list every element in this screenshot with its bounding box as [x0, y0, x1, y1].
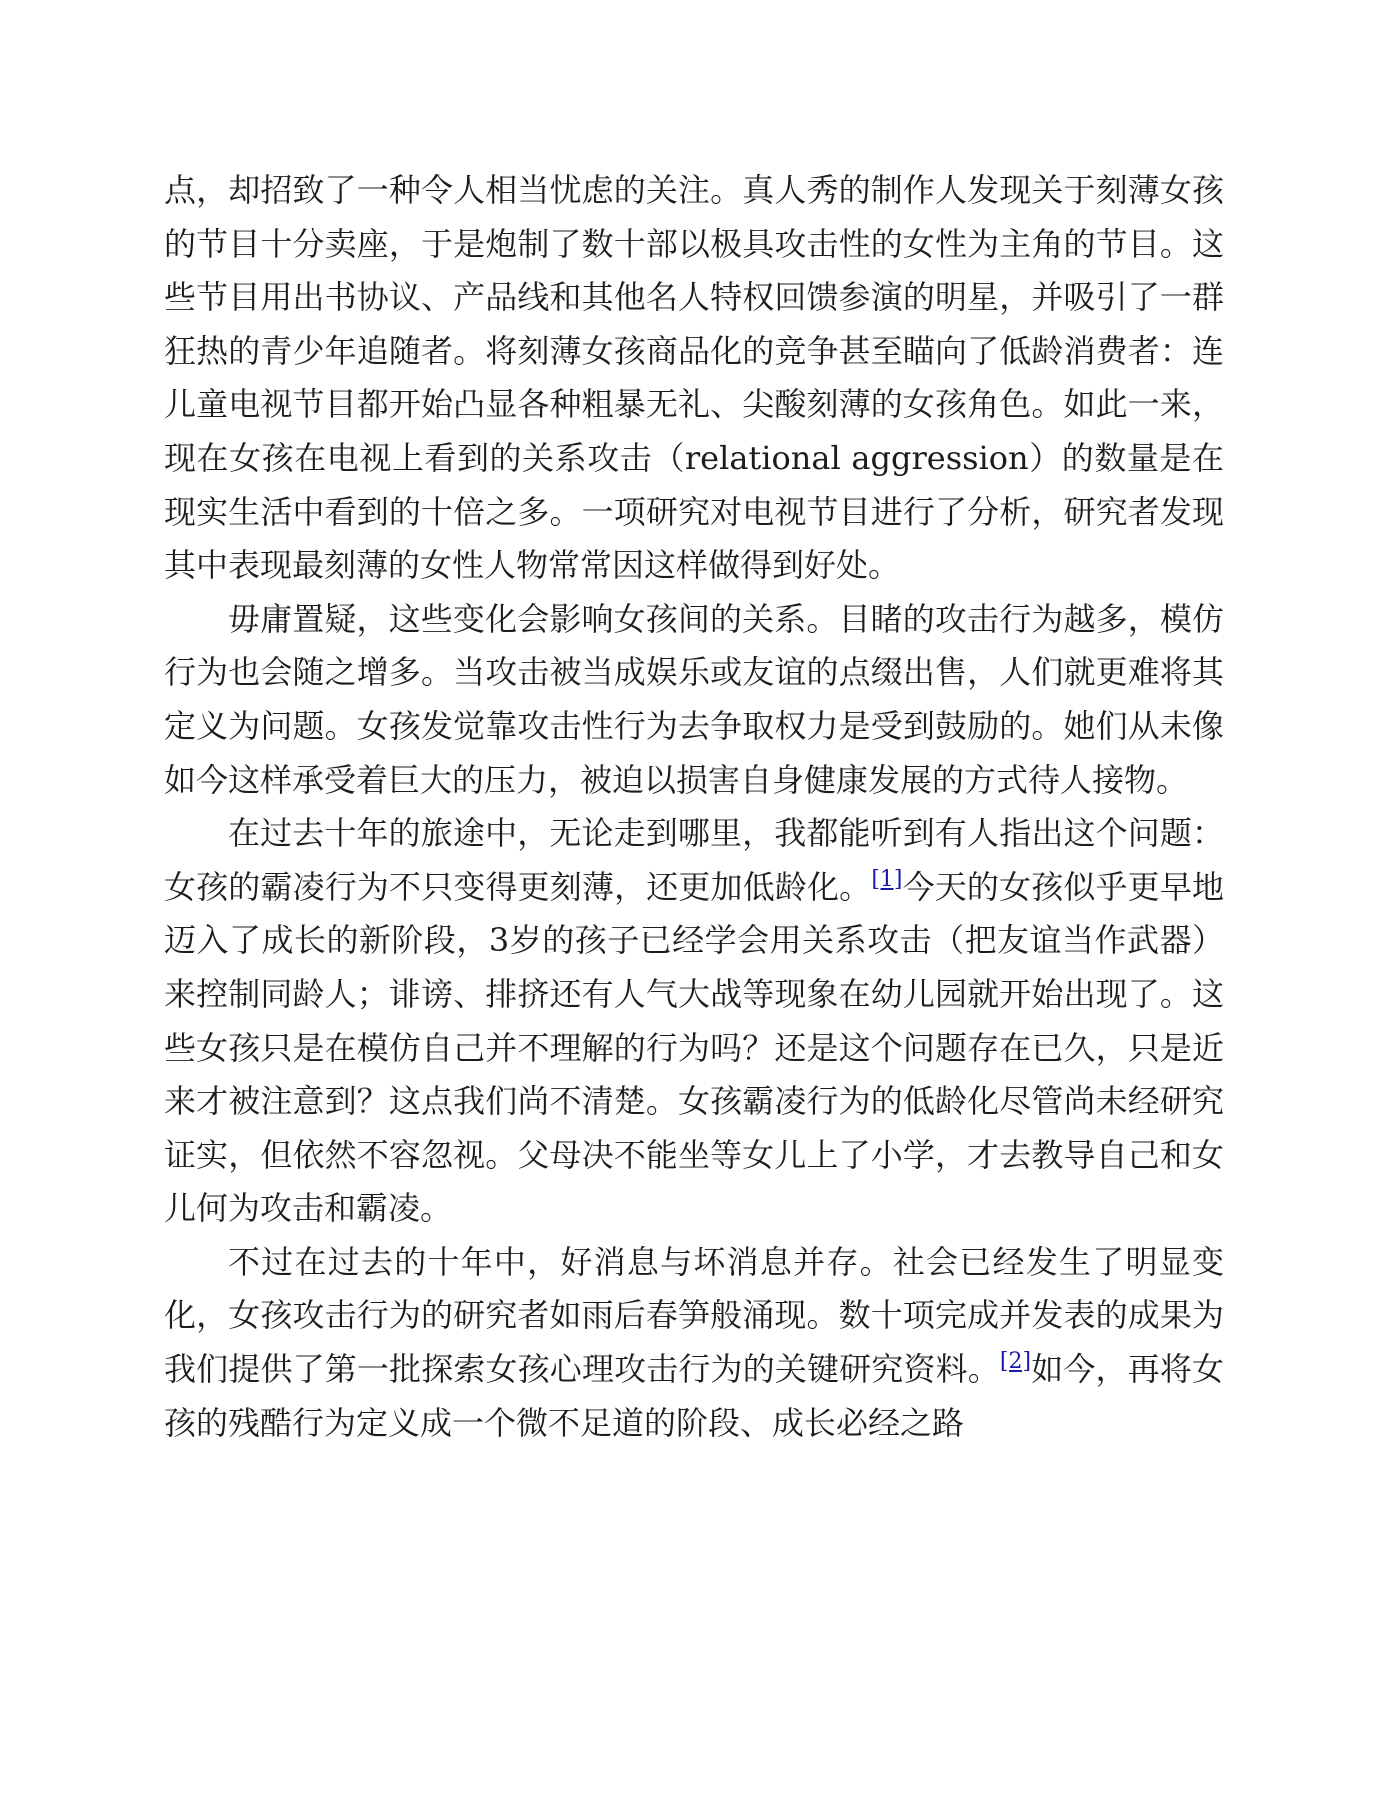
paragraph-text: 毋庸置疑，这些变化会影响女孩间的关系。目睹的攻击行为越多，模仿行为也会随之增多。当攻击被当成娱乐或友谊的点缀出售，人们就更难将其定义为问题。女孩发觉靠攻击性行为去争取权力是受到鼓励的。她们从未像如今这样承受着巨大的压力，被迫以损害自身健康发展的方式待人接物。	[164, 599, 1224, 799]
paragraph-2	[164, 593, 1224, 807]
footnote-link-2[interactable]: [2]	[999, 1349, 1032, 1375]
paragraph-text: 在过去十年的旅途中，无论走到哪里，我都能听到有人指出这个问题：女孩的霸凌行为不只变得更刻薄，还更加低龄化。	[164, 814, 1224, 906]
paragraph-text: 如今，再将女孩的残酷行为定义成一个微不足道的阶段、成长必经之路	[164, 1350, 1224, 1442]
body-text	[164, 164, 1224, 1450]
paragraph-text: 不过在过去的十年中，好消息与坏消息并存。社会已经发生了明显变化，女孩攻击行为的研究者如雨后春笋般涌现。数十项完成并发表的成果为我们提供了第一批探索女孩心理攻击行为的关键研究资料。	[164, 1242, 1224, 1389]
footnote-link-1[interactable]: [1]	[871, 866, 903, 892]
paragraph-text: 今天的女孩似乎更早地迈入了成长的新阶段，3岁的孩子已经学会用关系攻击（把友谊当作武器）来控制同龄人；诽谤、排挤还有人气大战等现象在幼儿园就开始出现了。这些女孩只是在模仿自己并不理解的行为吗？还是这个问题存在已久，只是近来才被注意到？这点我们尚不清楚。女孩霸凌行为的低龄化尽管尚未经研究证实，但依然不容忽视。父母决不能坐等女儿上了小学，才去教导自己和女儿何为攻击和霸凌。	[164, 867, 1224, 1228]
paragraph-4	[164, 1236, 1224, 1450]
paragraph-1	[164, 164, 1224, 593]
paragraph-3	[164, 807, 1224, 1236]
paragraph-text: 点，却招致了一种令人相当忧虑的关注。真人秀的制作人发现关于刻薄女孩的节目十分卖座，于是炮制了数十部以极具攻击性的女性为主角的节目。这些节目用出书协议、产品线和其他名人特权回馈参演的明星，并吸引了一群狂热的青少年追随者。将刻薄女孩商品化的竞争甚至瞄向了低龄消费者：连儿童电视节目都开始凸显各种粗暴无礼、尖酸刻薄的女孩角色。如此一来，现在女孩在电视上看到的关系攻击（relational aggression）的数量是在现实生活中看到的十倍之多。一项研究对电视节目进行了分析，研究者发现其中表现最刻薄的女性人物常常因这样做得到好处。	[164, 171, 1224, 585]
